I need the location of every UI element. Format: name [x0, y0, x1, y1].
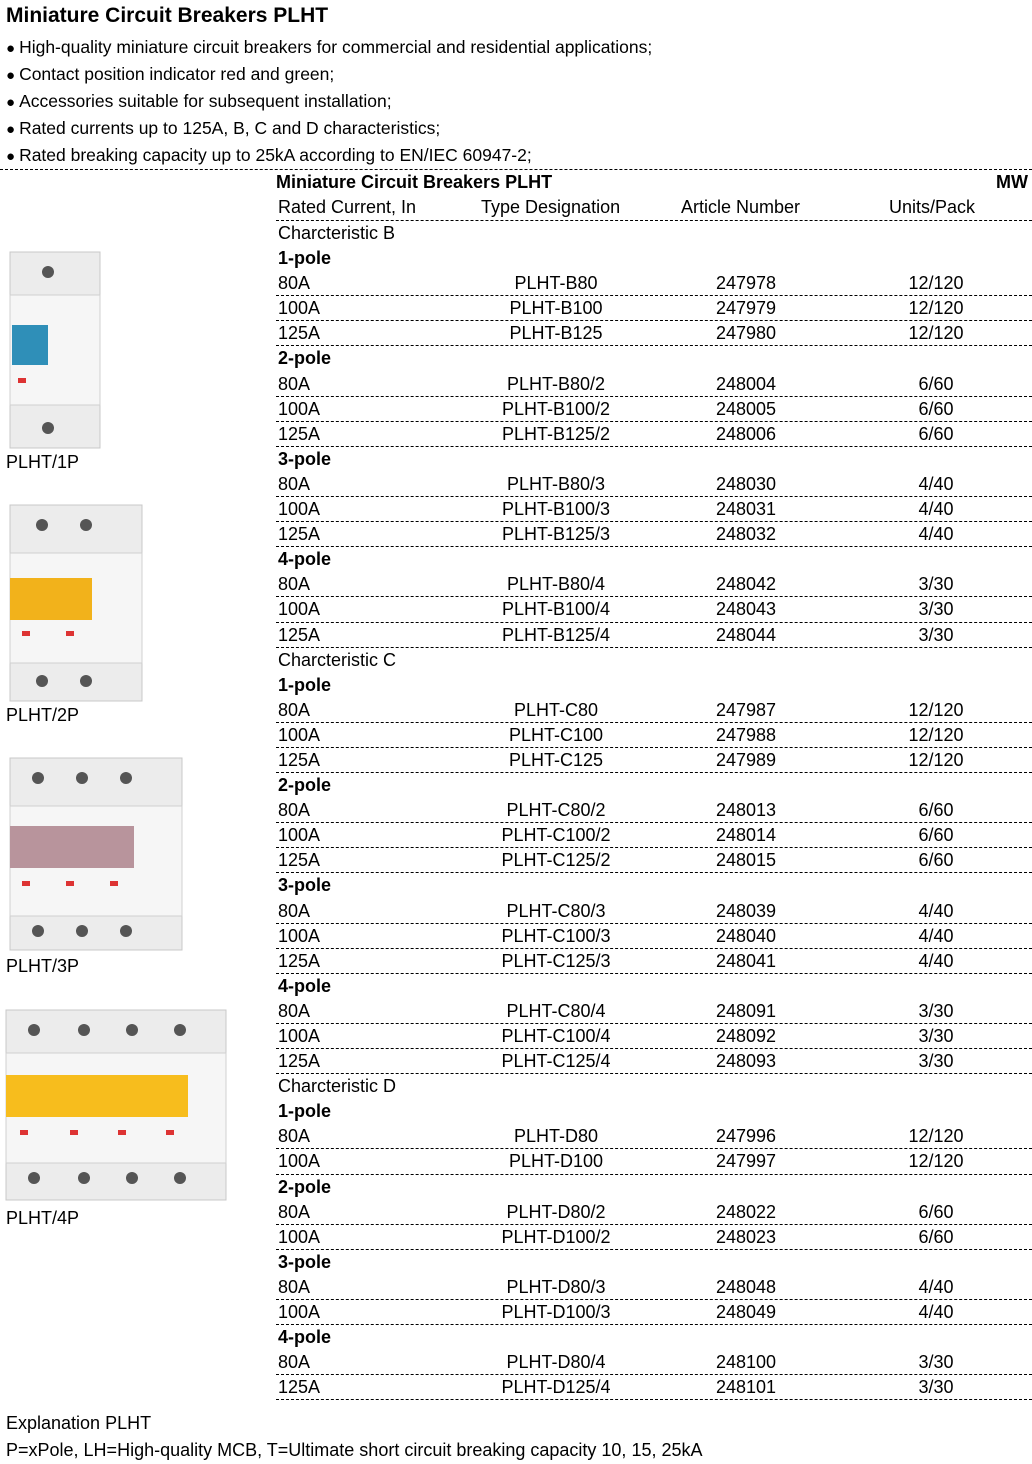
- cell-article: 247978: [715, 273, 777, 294]
- cell-article: 248041: [715, 950, 777, 971]
- characteristic-heading: [276, 221, 1032, 246]
- table-unit: MW: [996, 172, 1028, 192]
- cell-type: PLHT-C80/4: [506, 1000, 606, 1021]
- cell-units: 6/60: [918, 800, 954, 821]
- table-row: [276, 1049, 1032, 1074]
- pole-heading: [276, 1325, 1032, 1350]
- cell-current: 80A: [278, 1276, 311, 1297]
- cell-current: 80A: [278, 800, 311, 821]
- cell-units: 6/60: [918, 1201, 954, 1222]
- cell-article: 248101: [715, 1377, 777, 1398]
- table-title: Miniature Circuit Breakers PLHT: [276, 172, 553, 192]
- cell-article: 248093: [715, 1051, 777, 1072]
- pole-heading: [276, 1175, 1032, 1200]
- cell-type: PLHT-D100/3: [501, 1302, 611, 1323]
- cell-units: 6/60: [918, 825, 954, 846]
- section-label: 4-pole: [278, 549, 332, 570]
- cell-article: 248092: [715, 1026, 777, 1046]
- table-row: [276, 572, 1032, 597]
- feature-item: ● Rated breaking capacity up to 25kA according to EN/IEC 60947-2;: [6, 145, 532, 165]
- footer: [6, 1410, 703, 1464]
- cell-article: 248022: [715, 1201, 777, 1222]
- table-row: [276, 422, 1032, 447]
- table-row: [276, 924, 1032, 949]
- cell-units: 12/120: [908, 298, 964, 319]
- cell-current: 125A: [278, 624, 321, 645]
- section-label: 1-pole: [278, 674, 332, 695]
- table-row: [276, 999, 1032, 1024]
- table-row: [276, 1350, 1032, 1375]
- table-header-row: [276, 195, 1032, 221]
- feature-list: [6, 36, 652, 171]
- table-row: [276, 1124, 1032, 1149]
- cell-article: 248030: [715, 473, 777, 494]
- breaker-2p-image: [8, 503, 148, 703]
- cell-current: 100A: [278, 1026, 321, 1046]
- cell-units: 12/120: [908, 273, 964, 294]
- cell-current: 80A: [278, 574, 311, 595]
- cell-units: 6/60: [918, 373, 954, 394]
- table-body: [276, 221, 1032, 1400]
- handle: [12, 325, 48, 365]
- table-row: [276, 1149, 1032, 1174]
- section-label: 2-pole: [278, 1176, 332, 1197]
- cell-current: 80A: [278, 900, 311, 921]
- section-label: 4-pole: [278, 975, 332, 996]
- cell-units: 4/40: [918, 524, 954, 545]
- cell-units: 3/30: [918, 1051, 954, 1072]
- cell-article: 248049: [715, 1302, 777, 1323]
- bullet-icon: ●: [6, 40, 16, 57]
- table-row: [276, 698, 1032, 723]
- cell-type: PLHT-C80/3: [506, 900, 606, 921]
- cell-units: 3/30: [918, 574, 954, 595]
- section-label: 2-pole: [278, 775, 332, 796]
- product-label: PLHT/2P: [6, 705, 80, 725]
- cell-article: 247997: [715, 1151, 777, 1172]
- cell-article: 247988: [715, 724, 777, 745]
- cell-current: 80A: [278, 699, 311, 720]
- cell-article: 248039: [715, 900, 777, 921]
- cell-current: 125A: [278, 423, 321, 444]
- characteristic-heading: [276, 1074, 1032, 1099]
- cell-current: 100A: [278, 925, 321, 946]
- handle: [6, 1075, 188, 1117]
- cell-type: PLHT-C100/2: [501, 825, 611, 846]
- header-units: Units/Pack: [889, 197, 976, 217]
- product-label: PLHT/3P: [6, 956, 80, 976]
- table-row: [276, 1300, 1032, 1325]
- breaker-3p-image: [8, 756, 188, 956]
- cell-current: 80A: [278, 1000, 311, 1021]
- cell-units: 12/120: [908, 749, 964, 770]
- section-label: 1-pole: [278, 1101, 332, 1122]
- cell-type: PLHT-D125/4: [501, 1377, 611, 1398]
- cell-current: 125A: [278, 749, 321, 770]
- table-row: [276, 1275, 1032, 1300]
- cell-current: 125A: [278, 323, 321, 344]
- feature-item: ● Contact position indicator red and green;: [6, 64, 335, 84]
- cell-units: 6/60: [918, 423, 954, 444]
- table-row: [276, 472, 1032, 497]
- cell-units: 12/120: [908, 699, 964, 720]
- cell-type: PLHT-D100: [508, 1151, 604, 1172]
- cell-type: PLHT-D80: [513, 1126, 599, 1147]
- table-row: [276, 522, 1032, 547]
- cell-article: 248004: [715, 373, 777, 394]
- cell-type: PLHT-B125/2: [501, 423, 611, 444]
- cell-type: PLHT-C80: [513, 699, 599, 720]
- cell-current: 80A: [278, 473, 311, 494]
- pole-heading: [276, 1250, 1032, 1275]
- table-title-row: [276, 170, 1032, 195]
- cell-article: 248091: [715, 1000, 777, 1021]
- cell-current: 80A: [278, 273, 311, 294]
- cell-type: PLHT-C125/2: [501, 850, 611, 871]
- cell-article: 247979: [715, 298, 777, 319]
- table-row: [276, 899, 1032, 924]
- cell-current: 100A: [278, 1151, 321, 1172]
- cell-units: 6/60: [918, 398, 954, 419]
- product-label: PLHT/4P: [6, 1208, 80, 1228]
- cell-type: PLHT-C125: [508, 749, 604, 770]
- cell-current: 100A: [278, 1302, 321, 1323]
- cell-units: 3/30: [918, 1352, 954, 1373]
- footer-heading: Explanation PLHT: [6, 1413, 152, 1433]
- cell-units: 4/40: [918, 950, 954, 971]
- cell-type: PLHT-C125/3: [501, 950, 611, 971]
- section-label: 3-pole: [278, 448, 332, 469]
- cell-current: 100A: [278, 1226, 321, 1247]
- cell-article: 248032: [715, 524, 777, 545]
- table-row: [276, 798, 1032, 823]
- cell-type: PLHT-C100: [508, 724, 604, 745]
- cell-article: 248048: [715, 1276, 777, 1297]
- pole-heading: [276, 873, 1032, 898]
- cell-type: PLHT-B80/2: [506, 373, 606, 394]
- cell-current: 125A: [278, 1051, 321, 1072]
- section-label: 1-pole: [278, 248, 332, 269]
- cell-current: 125A: [278, 524, 321, 545]
- cell-units: 4/40: [918, 1276, 954, 1297]
- product-label: PLHT/1P: [6, 452, 80, 472]
- cell-article: 248040: [715, 925, 777, 946]
- cell-article: 248015: [715, 850, 777, 871]
- pole-heading: [276, 447, 1032, 472]
- header-type: Type Designation: [481, 197, 621, 217]
- cell-units: 4/40: [918, 499, 954, 520]
- cell-type: PLHT-C100/3: [501, 925, 611, 946]
- breaker-1p-image: [8, 250, 108, 450]
- cell-units: 4/40: [918, 1302, 954, 1323]
- cell-type: PLHT-B125/3: [501, 524, 611, 545]
- table-row: [276, 321, 1032, 346]
- section-label: Charcteristic B: [278, 223, 396, 243]
- table-row: [276, 372, 1032, 397]
- cell-type: PLHT-B100/3: [501, 499, 611, 520]
- cell-current: 100A: [278, 298, 321, 319]
- table-row: [276, 597, 1032, 622]
- cell-type: PLHT-B80/3: [506, 473, 606, 494]
- cell-units: 6/60: [918, 850, 954, 871]
- cell-article: 248100: [715, 1352, 777, 1373]
- cell-current: 100A: [278, 398, 321, 419]
- cell-article: 248031: [715, 499, 777, 520]
- cell-article: 247980: [715, 323, 777, 344]
- cell-units: 12/120: [908, 323, 964, 344]
- table-row: [276, 748, 1032, 773]
- cell-type: PLHT-D80/4: [506, 1352, 606, 1373]
- cell-type: PLHT-C125/4: [501, 1051, 611, 1072]
- feature-item: ● Accessories suitable for subsequent installation;: [6, 91, 392, 111]
- cell-units: 4/40: [918, 473, 954, 494]
- cell-units: 4/40: [918, 925, 954, 946]
- cell-article: 248023: [715, 1226, 777, 1247]
- pole-heading: [276, 547, 1032, 572]
- cell-type: PLHT-D100/2: [501, 1226, 611, 1247]
- cell-current: 80A: [278, 1201, 311, 1222]
- section-label: 4-pole: [278, 1327, 332, 1348]
- cell-units: 4/40: [918, 900, 954, 921]
- footer-text: P=xPole, LH=High-quality MCB, T=Ultimate short circuit breaking capacity 10, 15, 25kA: [6, 1440, 703, 1460]
- pole-heading: [276, 773, 1032, 798]
- table-row: [276, 623, 1032, 648]
- breaker-4p-image: [4, 1008, 230, 1204]
- cell-current: 100A: [278, 499, 321, 520]
- cell-units: 3/30: [918, 1000, 954, 1021]
- table-row: [276, 949, 1032, 974]
- section-label: 3-pole: [278, 875, 332, 896]
- cell-type: PLHT-D80/3: [506, 1276, 606, 1297]
- header-article: Article Number: [681, 197, 801, 217]
- cell-current: 80A: [278, 373, 311, 394]
- section-label: Charcteristic C: [278, 649, 397, 670]
- pole-heading: [276, 673, 1032, 698]
- cell-type: PLHT-B100: [509, 298, 603, 319]
- table-row: [276, 1024, 1032, 1049]
- cell-type: PLHT-B100/4: [501, 599, 611, 620]
- cell-type: PLHT-C100/4: [501, 1026, 611, 1046]
- cell-article: 247987: [715, 699, 777, 720]
- cell-units: 12/120: [908, 724, 964, 745]
- cell-current: 125A: [278, 850, 321, 871]
- table-row: [276, 1375, 1032, 1400]
- table-row: [276, 1225, 1032, 1250]
- cell-current: 80A: [278, 1352, 311, 1373]
- cell-type: PLHT-C80/2: [506, 800, 606, 821]
- cell-article: 248043: [715, 599, 777, 620]
- table-row: [276, 497, 1032, 522]
- cell-article: 248044: [715, 624, 777, 645]
- cell-current: 80A: [278, 1126, 311, 1147]
- section-label: 3-pole: [278, 1251, 332, 1272]
- cell-current: 125A: [278, 1377, 321, 1398]
- cell-units: 3/30: [918, 1377, 954, 1398]
- table-row: [276, 271, 1032, 296]
- table-row: [276, 1200, 1032, 1225]
- table-row: [276, 296, 1032, 321]
- cell-current: 125A: [278, 950, 321, 971]
- cell-type: PLHT-B125: [509, 323, 603, 344]
- cell-units: 12/120: [908, 1151, 964, 1172]
- cell-type: PLHT-B80/4: [506, 574, 606, 595]
- table-row: [276, 723, 1032, 748]
- cell-article: 247989: [715, 749, 777, 770]
- cell-current: 100A: [278, 825, 321, 846]
- cell-current: 100A: [278, 724, 321, 745]
- cell-type: PLHT-B80: [514, 273, 598, 294]
- cell-type: PLHT-B100/2: [501, 398, 611, 419]
- cell-article: 248014: [715, 825, 777, 846]
- bullet-icon: ●: [6, 121, 16, 138]
- product-table: [276, 170, 1032, 1400]
- feature-item: ● High-quality miniature circuit breakers for commercial and residential applications;: [6, 37, 653, 57]
- cell-type: PLHT-B125/4: [501, 624, 611, 645]
- feature-item: ● Rated currents up to 125A, B, C and D characteristics;: [6, 118, 441, 138]
- bullet-icon: ●: [6, 67, 16, 84]
- pole-heading: [276, 974, 1032, 999]
- cell-units: 3/30: [918, 624, 954, 645]
- table-row: [276, 823, 1032, 848]
- cell-article: 248042: [715, 574, 777, 595]
- header-rated-current: Rated Current, In: [278, 197, 417, 217]
- pole-heading: [276, 1099, 1032, 1124]
- cell-article: 248005: [715, 398, 777, 419]
- bullet-icon: ●: [6, 94, 16, 111]
- bullet-icon: ●: [6, 148, 16, 165]
- cell-article: 248013: [715, 800, 777, 821]
- table-row: [276, 397, 1032, 422]
- cell-type: PLHT-D80/2: [506, 1201, 606, 1222]
- section-label: Charcteristic D: [278, 1076, 397, 1097]
- pole-heading: [276, 346, 1032, 371]
- cell-article: 248006: [715, 423, 777, 444]
- cell-units: 12/120: [908, 1126, 964, 1147]
- pole-heading: [276, 246, 1032, 271]
- table-row: [276, 848, 1032, 873]
- page-title: Miniature Circuit Breakers PLHT: [6, 4, 329, 27]
- handle: [10, 578, 92, 620]
- cell-units: 3/30: [918, 599, 954, 620]
- cell-units: 6/60: [918, 1226, 954, 1247]
- cell-article: 247996: [715, 1126, 777, 1147]
- characteristic-heading: [276, 648, 1032, 673]
- handle: [10, 826, 134, 868]
- cell-units: 3/30: [918, 1026, 954, 1046]
- cell-current: 100A: [278, 599, 321, 620]
- section-label: 2-pole: [278, 348, 332, 369]
